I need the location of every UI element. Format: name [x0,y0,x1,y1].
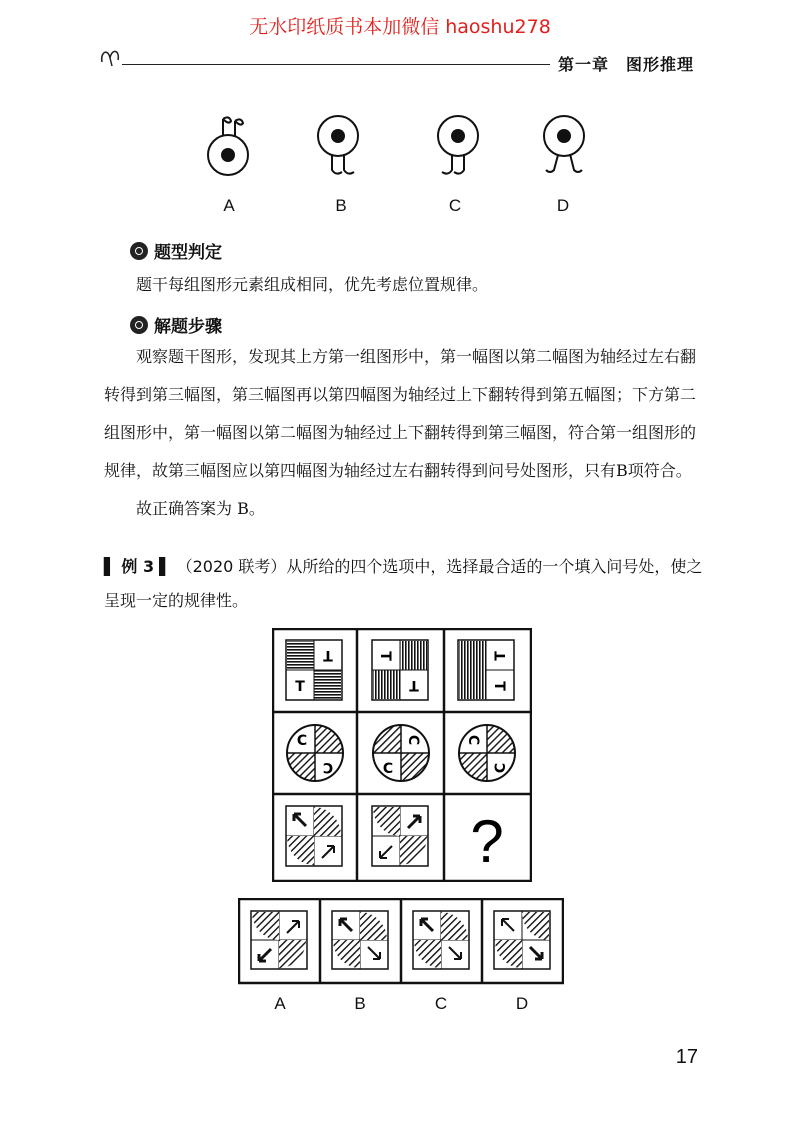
svg-text:C: C [322,759,334,775]
bottom-option-label-c: C [434,994,448,1013]
bottom-option-label-d: D [515,994,529,1013]
cell-r1c1 [286,640,342,700]
svg-text:T: T [295,679,305,695]
cell-r2c2 [373,725,429,781]
leaf-icon [98,44,124,68]
example-label: 例 3 [121,557,155,576]
example-marker-left: ▌ [104,557,117,576]
section-type-heading [130,238,222,263]
answer-options [238,898,564,986]
gear-bullet-icon [130,242,148,260]
header-rule [122,64,550,65]
example-marker-right: ▌ [159,557,172,576]
option-a-figure [208,117,248,175]
option-c-figure [438,116,478,174]
example-3-prompt [104,550,704,618]
svg-text:C: C [382,761,394,777]
bottom-option-label-a: A [274,994,286,1013]
pen-bullet-icon [130,316,148,334]
question-mark: ? [470,808,504,875]
svg-text:C: C [405,734,421,746]
section-steps-title: 解题步骤 [154,317,222,337]
top-option-label-d: D [556,196,570,215]
option-d-figure [544,116,584,172]
option-b-figure [318,116,358,174]
example-text: （2020 联考）从所给的四个选项中，选择最合适的一个填入问号处，使之呈现一定的规律性。 [104,557,703,610]
svg-text:C: C [296,733,308,749]
svg-text:T: T [409,677,419,693]
puzzle-grid [272,628,532,882]
chapter-title: 第一章 图形推理 [558,55,695,74]
section-steps-paragraph: 观察题干图形，发现其上方第一组图形中，第一幅图以第二幅图为轴经过左右翻转得到第三幅图，第三幅图再以第四幅图为轴经过上下翻转得到第五幅图；下方第二组图形中，第一幅图以第二幅图为轴经过上下翻转得到第三幅图，符合第一组图形的规律，故第三幅图应以第四幅图为轴经过左右翻转得到问号处图形，只有B项符合。 [104,347,697,480]
cell-r2c1 [287,725,343,781]
top-option-label-a: A [223,196,235,215]
svg-text:C: C [493,762,509,774]
svg-text:T: T [491,681,507,691]
top-option-label-c: C [448,196,462,215]
section-type-title: 题型判定 [154,243,222,263]
cell-r2c3 [459,725,515,781]
section-steps-heading [130,312,222,337]
answer-line: 故正确答案为 B。 [136,499,265,518]
section-type-text: 题干每组图形元素组成相同，优先考虑位置规律。 [136,275,489,294]
svg-text:T: T [323,647,333,663]
top-figures [190,108,610,188]
svg-text:T: T [377,651,393,661]
watermark-text: 无水印纸质书本加微信 haoshu278 [249,16,551,38]
svg-text:T: T [493,651,509,661]
svg-text:C: C [465,734,481,746]
top-option-label-b: B [335,196,347,215]
bottom-option-label-b: B [354,994,366,1013]
page-number: 17 [675,1046,698,1068]
